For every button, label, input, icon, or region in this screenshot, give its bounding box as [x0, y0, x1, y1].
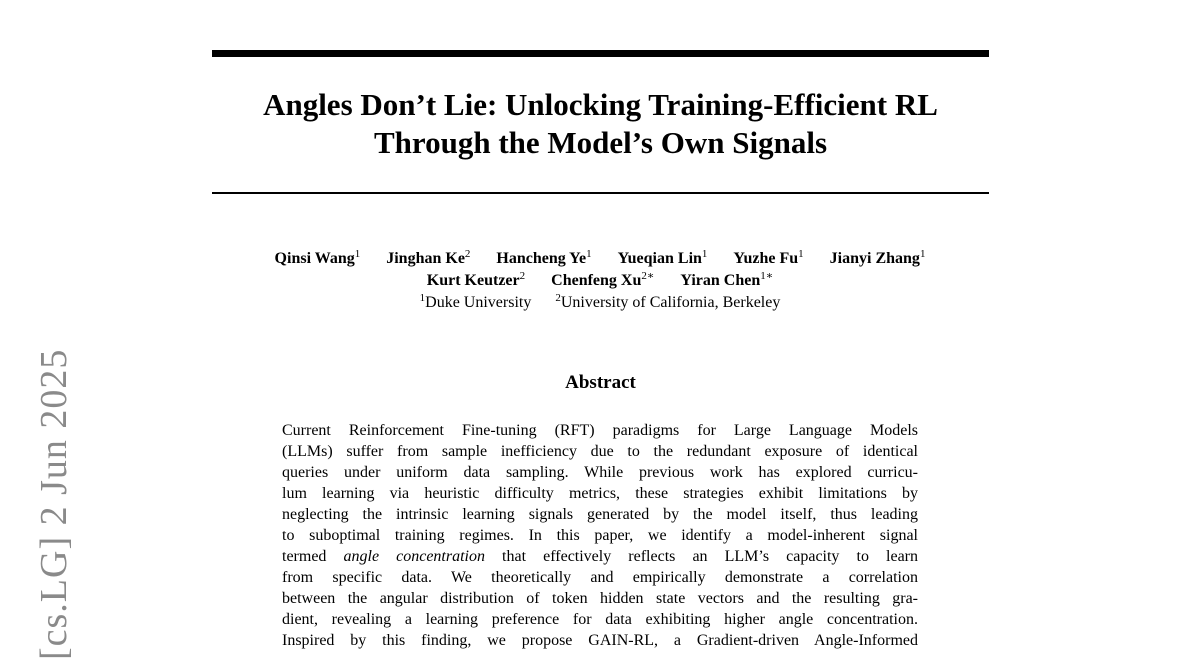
author-name: Yuzhe Fu$^1$ [733, 248, 804, 267]
author-name: Hancheng Ye$^1$ [496, 248, 592, 267]
abstract-line: to suboptimal training regimes. In this paper, we identify a model-inherent signal [282, 527, 918, 544]
author-name: Yueqian Lin$^1$ [617, 248, 708, 267]
paper-title [212, 86, 989, 162]
abstract-heading: Abstract [565, 372, 636, 393]
abstract-body [282, 420, 918, 651]
arxiv-stamp: [cs.LG] 2 Jun 2025 [33, 348, 75, 660]
title-line-2: Through the Model’s Own Signals [373, 125, 828, 160]
affiliation: $^2$University of California, Berkeley [555, 292, 781, 311]
abstract-line: Inspired by this finding, we propose GAIN-RL, a Gradient-driven Angle-Informed [282, 632, 918, 649]
author-block [150, 248, 1050, 314]
abstract-line: from specific data. We theoretically and empirically demonstrate a correlation [282, 569, 918, 586]
title-line-1: Angles Don’t Lie: Unlocking Training-Efficient RL [263, 87, 938, 122]
author-name: Jinghan Ke$^2$ [386, 248, 471, 267]
emphasis-term: angle concentration [343, 548, 485, 565]
abstract-line: Current Reinforcement Fine-tuning (RFT) paradigms for Large Language Models [282, 422, 918, 439]
author-name: Chenfeng $Xu^{2∗}$ [551, 270, 655, 289]
affiliations-line [150, 292, 1050, 314]
affiliation: $^1$Duke University [419, 292, 532, 311]
author-name: Qinsi Wang$^1$ [274, 248, 361, 267]
author-name: Yiran Chen$^{1∗}$ [680, 270, 774, 289]
authors-line-2 [150, 270, 1050, 292]
abstract-line: dient, revealing a learning preference for data exhibiting higher angle concentration. [282, 611, 918, 628]
top-rule [212, 50, 989, 57]
abstract-line: queries under uniform data sampling. While previous work has explored curricu- [282, 464, 918, 481]
bottom-rule [212, 192, 989, 194]
abstract-line: between the angular distribution of token hidden state vectors and the resulting gra- [282, 590, 918, 607]
abstract-line: neglecting the intrinsic learning signals generated by the model itself, thus leading [282, 506, 918, 523]
author-name: Jianyi Zhang$^1$ [829, 248, 926, 267]
abstract-line: lum learning via heuristic difficulty metrics, these strategies exhibit limitations by [282, 485, 918, 502]
author-name: Kurt Keutzer$^2$ [426, 270, 526, 289]
abstract-line: termed angle concentration that effectively reflects an LLM’s capacity to learn [282, 548, 918, 565]
authors-line-1 [150, 248, 1050, 270]
abstract-line: (LLMs) suffer from sample inefficiency due to the redundant exposure of identical [282, 443, 918, 460]
